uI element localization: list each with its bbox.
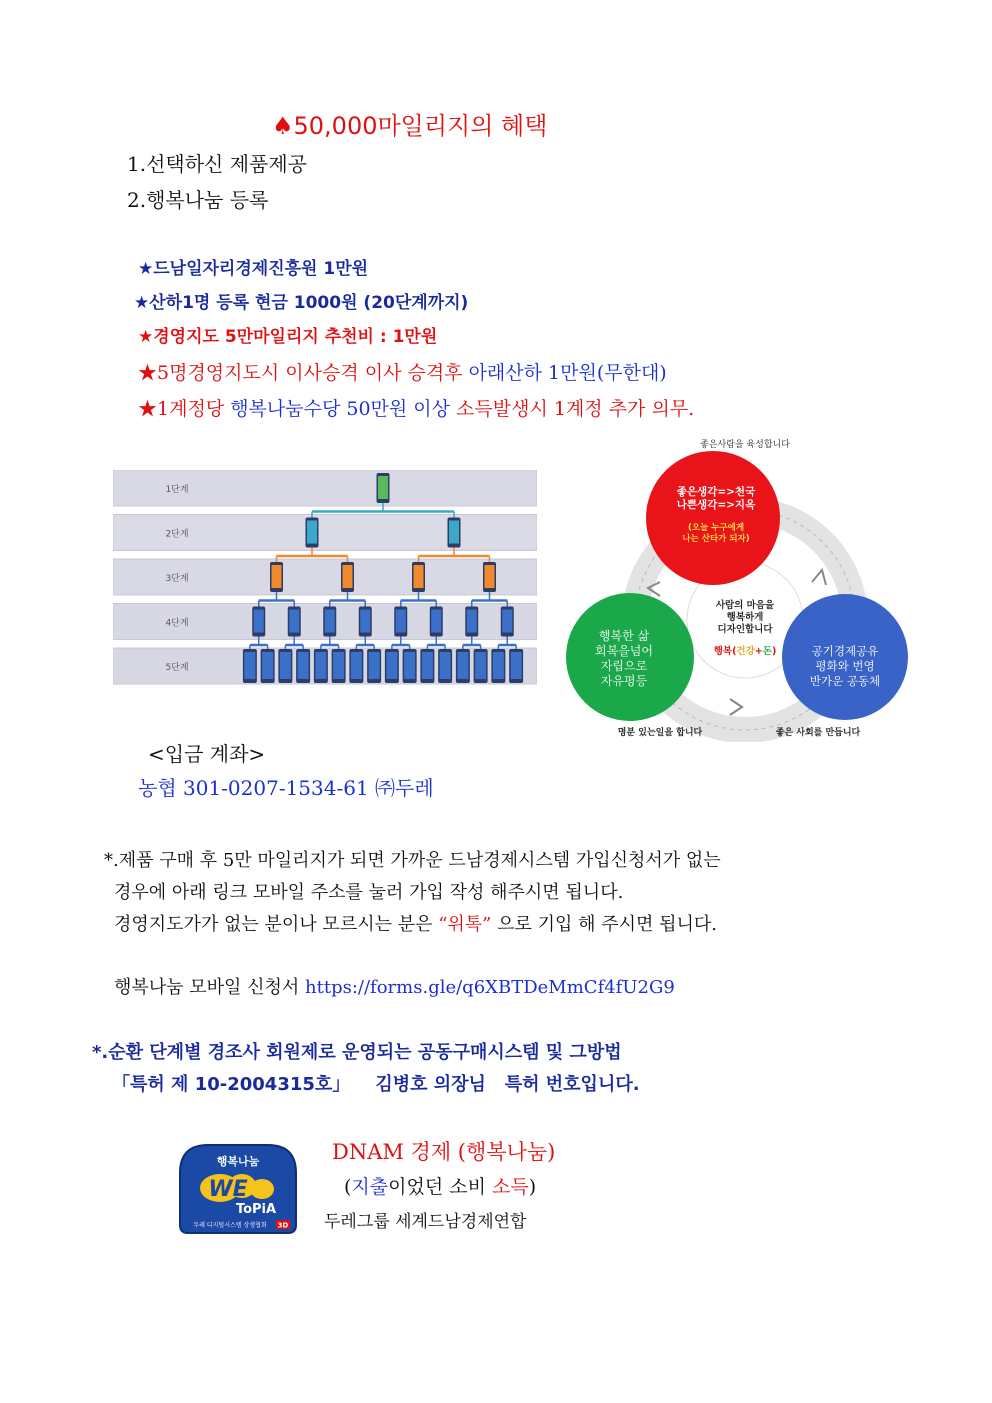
- blue-text-line: 공기경제공유: [811, 644, 879, 658]
- logo-we-text: WE: [208, 1177, 248, 1202]
- star-line-4: [138, 358, 667, 385]
- arrow-right-icon: [812, 570, 826, 585]
- slogan-middle: 이었던 소비: [388, 1176, 492, 1198]
- center-text-line: 디자인합니다: [717, 624, 773, 635]
- phone-screen: [467, 610, 477, 633]
- logo-badge: 3D: [277, 1221, 289, 1230]
- star-line-5-part-1: ★1계정당: [138, 398, 231, 420]
- mobile-form-link[interactable]: https://forms.gle/q6XBTDeMmCf4fU2G9: [305, 977, 675, 998]
- slogan-close: ): [528, 1176, 537, 1198]
- green-text-line: 행복한 삶: [598, 629, 650, 643]
- patent-line-2: 「특허 제 10-2004315호」 김병호 의장님 특허 번호입니다.: [112, 1074, 640, 1095]
- tree-level-label: 5단계: [165, 663, 189, 673]
- patent-line-1: *.순환 단계별 경조사 회원제로 운영되는 공동구매시스템 및 그방법: [92, 1042, 622, 1063]
- phone-screen: [457, 652, 468, 679]
- blue-text-line: 반가운 공동체: [809, 674, 881, 688]
- center-happy-part: 행복(: [713, 646, 737, 657]
- center-text-line: 행복하게: [726, 612, 764, 623]
- wetopia-logo: [178, 1143, 298, 1235]
- slogan-open: (: [344, 1176, 352, 1198]
- tree-level-label: 2단계: [165, 529, 189, 540]
- phone-screen: [343, 565, 353, 588]
- phone-screen: [262, 652, 273, 679]
- cycle-top-caption: 좋은사람을 육성합니다: [700, 440, 790, 450]
- phone-screen: [396, 610, 406, 633]
- phone-screen: [414, 565, 424, 588]
- star-line-2: ★산하1명 등록 현금 1000원 (20단계까지): [134, 293, 469, 313]
- star-line-5-part-3: 소득발생시 1계정 추가 의무.: [456, 398, 695, 420]
- red-sub-line: (오늘 누구에게: [687, 523, 745, 533]
- page-title: ♠50,000마일리지의 혜택: [272, 112, 548, 140]
- benefit-1: 1.선택하신 제품제공: [127, 152, 307, 176]
- center-text-line: 사람의 마음을: [715, 600, 775, 611]
- phone-screen: [493, 652, 504, 679]
- we-talk-keyword: “위톡”: [438, 914, 492, 935]
- star-line-3: ★경영지도 5만마일리지 추천비 : 1만원: [138, 327, 438, 347]
- phone-screen: [333, 652, 344, 679]
- mobile-form-line: [114, 973, 675, 999]
- center-happy-part: ): [771, 646, 777, 657]
- logo-bottom-text: 두레 디지털시스템 상생협회: [193, 1222, 267, 1229]
- phone-screen: [244, 652, 255, 679]
- phone-screen: [378, 476, 388, 499]
- deposit-heading: <입금 계좌>: [148, 742, 266, 766]
- tree-level-label: 1단계: [165, 485, 189, 495]
- mobile-form-label: 행복나눔 모바일 신청서: [114, 977, 306, 998]
- tree-level-label: 4단계: [165, 618, 189, 629]
- center-happy-part: 돈: [762, 646, 772, 657]
- deposit-account: 농협 301-0207-1534-61 ㈜두레: [138, 776, 434, 800]
- green-text-line: 자유평등: [600, 674, 648, 688]
- benefit-2: 2.행복나눔 등록: [127, 188, 269, 212]
- arrow-bottom-icon: [730, 699, 742, 715]
- phone-screen: [315, 652, 326, 679]
- slogan-spend: 지출: [351, 1176, 389, 1198]
- phone-screen: [502, 610, 512, 633]
- phone-screen: [422, 652, 433, 679]
- phone-screen: [440, 652, 451, 679]
- footer-org: 두레그룹 세계드남경제연합: [324, 1212, 527, 1232]
- phone-screen: [404, 652, 415, 679]
- red-title-line: 나쁜생각=>지옥: [676, 499, 756, 511]
- note-line-1: *.제품 구매 후 5만 마일리지가 되면 가까운 드남경제시스템 가입신청서가 없는: [104, 850, 721, 871]
- red-circle: [646, 451, 780, 585]
- red-sub-line: 나는 산타가 되자): [682, 534, 750, 544]
- star-line-5-part-2: 행복나눔수당 50만원 이상: [230, 398, 457, 420]
- logo-top-text: 행복나눔: [216, 1155, 260, 1168]
- phone-screen: [307, 521, 317, 544]
- phone-screen: [475, 652, 486, 679]
- star-line-5: [138, 394, 694, 421]
- phone-screen: [298, 652, 309, 679]
- note-line-2: 경우에 아래 링크 모바일 주소를 눌러 가입 작성 해주시면 됩니다.: [114, 882, 624, 903]
- blue-text-line: 평화와 번영: [815, 659, 875, 673]
- phone-screen: [449, 521, 459, 544]
- footer-name: [332, 1136, 555, 1166]
- star-line-4-part-2: 이사 승격후: [364, 362, 469, 384]
- center-happy-part: +: [754, 646, 763, 657]
- phone-screen: [369, 652, 380, 679]
- logo-topia-text: ToPiA: [235, 1202, 277, 1217]
- phone-screen: [511, 652, 522, 679]
- center-happy-line: [714, 645, 777, 657]
- cycle-bottom-right: 좋은 사회를 만듭니다: [775, 728, 861, 738]
- phone-screen: [386, 652, 397, 679]
- footer-slogan: [344, 1172, 536, 1199]
- footer-name-text: DNAM 경제 (행복나눔): [332, 1140, 556, 1164]
- green-text-line: 자립으로: [600, 659, 648, 673]
- phone-screen: [351, 652, 362, 679]
- phone-screen: [360, 610, 370, 633]
- star-line-4-part-3: 아래산하 1만원(무한대): [468, 362, 667, 384]
- note-line-3: [114, 910, 717, 936]
- star-line-4-part-1: ★5명경영지도시 이사승격: [138, 362, 365, 384]
- tree-level-label: 3단계: [165, 574, 189, 584]
- cycle-bottom-left: 명분 있는일을 합니다: [617, 728, 703, 738]
- tree-diagram: [113, 470, 537, 688]
- slogan-income: 소득: [492, 1176, 529, 1198]
- green-text-line: 회복을넘어: [595, 644, 653, 658]
- phone-screen: [431, 610, 441, 633]
- phone-screen: [485, 565, 495, 588]
- note-line-3-part-3: 으로 기입 해 주시면 됩니다.: [491, 914, 717, 935]
- star-line-1: ★드남일자리경제진흥원 1만원: [138, 259, 369, 279]
- phone-screen: [289, 610, 299, 633]
- red-title-line: 좋은생각=>천국: [676, 486, 756, 498]
- phone-screen: [280, 652, 291, 679]
- note-line-3-part-1: 경영지도가가 없는 분이나 모르시는 분은: [114, 914, 439, 935]
- phone-screen: [325, 610, 335, 633]
- phone-screen: [254, 610, 264, 633]
- phone-screen: [272, 565, 282, 588]
- center-happy-part: 건강: [736, 646, 755, 657]
- cycle-diagram: [562, 432, 924, 742]
